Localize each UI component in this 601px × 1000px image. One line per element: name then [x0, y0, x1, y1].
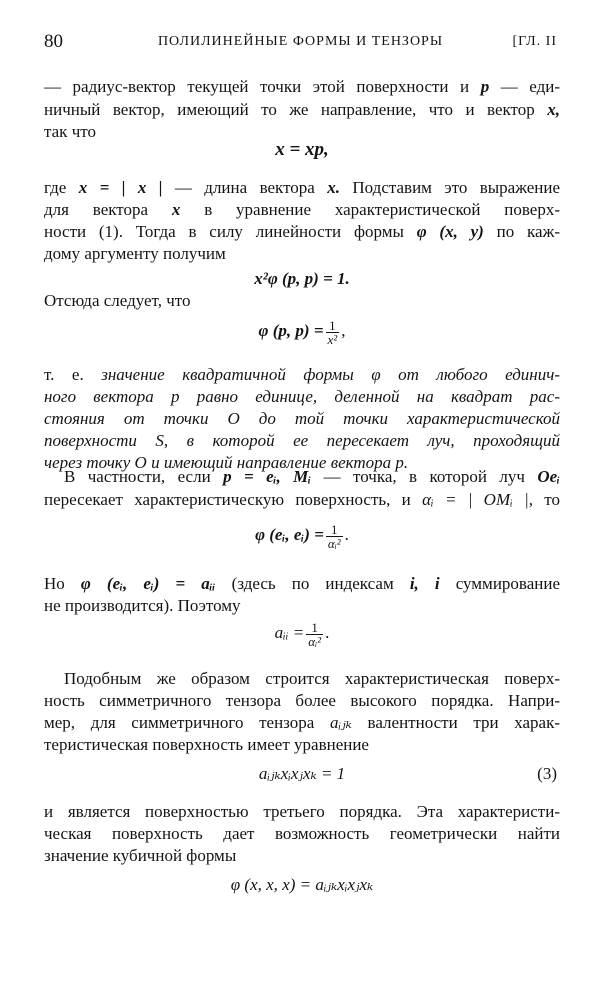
- equation: φ (x, x, x) = aᵢⱼₖxᵢxⱼxₖ: [230, 875, 374, 894]
- text-line: ческая поверхность дает возможность геометрически найти: [44, 824, 560, 843]
- text-line: где x = | x | — длина вектора x. Подставим это выражение: [44, 178, 561, 197]
- fraction: $\frac{1}{\text{αᵢ²}}$: [327, 521, 341, 551]
- text-line: значение кубичной формы: [44, 846, 237, 865]
- equation: φ (eᵢ, eᵢ) = $\frac{1}{\text{αᵢ²}}$ .: [255, 521, 349, 551]
- text-line: — радиус-вектор текущей точки этой поверхности и p — еди-: [44, 77, 560, 96]
- running-title: ПОЛИЛИНЕЙНЫЕ ФОРМЫ И ТЕНЗОРЫ: [157, 34, 444, 49]
- text-line: для вектора x в уравнение характеристической поверх-: [44, 200, 560, 219]
- text-line: ничный вектор, имеющий то же направление, что и вектор x,: [44, 100, 561, 119]
- text-line: ности (1). Тогда в силу линейности формы φ (x, y) по каж-: [44, 222, 560, 241]
- chapter-label: [ГЛ. II: [512, 34, 557, 49]
- equation: φ (p, p) = $\frac{1}{\text{x²}}$ ,: [258, 317, 346, 347]
- text-line: через точку O и имеющий направление вектора p.: [44, 453, 409, 472]
- text-line: так что: [44, 122, 96, 141]
- text-line: мер, для симметричного тензора aᵢⱼₖ валентности три харак-: [44, 713, 561, 732]
- text-line: пересекает характеристическую поверхность, и αᵢ = | OMᵢ |, то: [44, 490, 560, 509]
- fraction: $\frac{1}{\text{x²}}$: [327, 317, 338, 347]
- text-line: ность симметричного тензора более высокого порядка. Напри-: [44, 691, 560, 710]
- fraction: $\frac{1}{\text{αᵢ²}}$: [308, 619, 322, 649]
- text-line: теристическая поверхность имеет уравнение: [44, 735, 369, 754]
- text-line: Подобным же образом строится характеристическая поверх-: [64, 669, 560, 688]
- text-line: не производится). Поэтому: [44, 596, 241, 615]
- equation: aᵢᵢ = $\frac{1}{\text{αᵢ²}}$ .: [274, 619, 330, 649]
- text-line: поверхности S, в которой ее пересекает луч, проходящий: [44, 431, 560, 450]
- equation: x = xp,: [275, 139, 329, 160]
- equation: aᵢⱼₖxᵢxⱼxₖ = 1: [258, 764, 346, 783]
- equation: x²φ (p, p) = 1.: [254, 269, 350, 288]
- text-line: и является поверхностью третьего порядка. Эта характеристи-: [44, 802, 560, 821]
- page-number: 80: [44, 31, 63, 52]
- text-line: Отсюда следует, что: [44, 291, 191, 310]
- text-line: дому аргументу получим: [44, 244, 226, 263]
- text-line: ного вектора p равно единице, деленной на квадрат рас-: [44, 387, 560, 406]
- text-line: Но φ (eᵢ, eᵢ) = aᵢᵢ (здесь по индексам i, i суммирование: [44, 574, 561, 593]
- text-line: т. е. значение квадратичной формы φ от любого единич-: [44, 365, 561, 384]
- text-line: В частности, если p = eᵢ, Mᵢ — точка, в которой луч Oeᵢ: [64, 467, 561, 486]
- equation-number: (3): [537, 764, 557, 783]
- text-line: стояния от точки O до той точки характеристической: [44, 409, 560, 428]
